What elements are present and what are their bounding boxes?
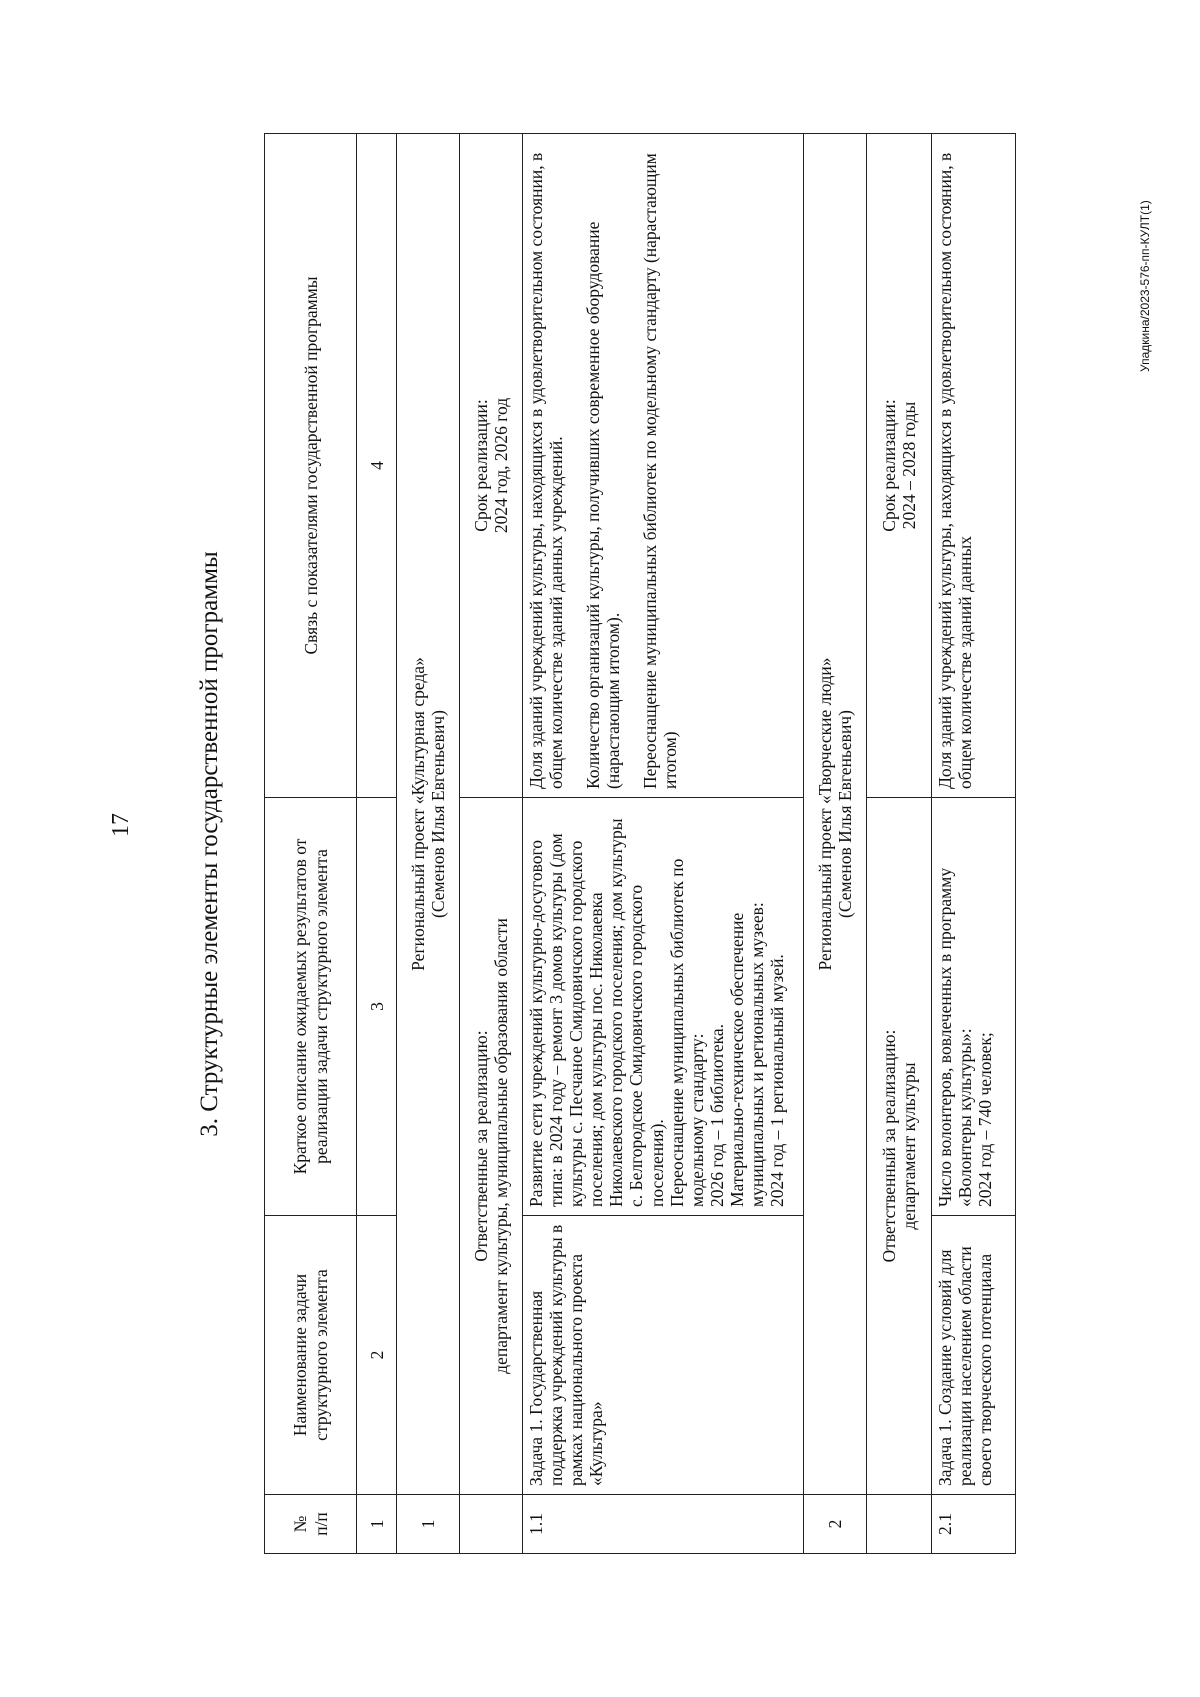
section-title: 3. Структурные элементы государственной программы (196, 551, 223, 1137)
project2-title-row (804, 134, 867, 1554)
task-2-1-row (932, 134, 1016, 1554)
task-2-1-indicators: Доля зданий учреждений культуры, находящихся в удовлетворительном состоянии, в общем количестве зданий данных (932, 134, 1016, 798)
structural-elements-table (264, 133, 1016, 1554)
header-number: № п/п (265, 1495, 357, 1554)
project1-term: Срок реализации: 2024 год, 2026 год (459, 134, 522, 798)
header-indicators: Связь с показателями государственной программы (265, 134, 357, 798)
table-header-row (265, 134, 357, 1554)
project1-responsible: Ответственные за реализацию: департамент культуры, муниципальные образования области (459, 798, 522, 1495)
task-2-1-number: 2.1 (932, 1495, 1016, 1554)
col-number-4: 4 (357, 134, 397, 798)
task-1-1-results: Развитие сети учреждений культурно-досугового типа: в 2024 году – ремонт 3 домов культуры (дом культуры с. Песчаное Смидовичского городского поселения; дом культуры пос. Николаевка Николаевского городского поселения; дом культуры с. Белгородское Смидовичского городского поселения). Переоснащение муниципальных библиотек по модельному стандарту: 2026 год – 1 библиотека. Материально-техническое обеспечение муниципальных и региональных музеев: 2024 год – 1 региональный музей. (522, 798, 804, 1216)
project1-empty-cell (459, 1495, 522, 1554)
col-number-1: 1 (357, 1495, 397, 1554)
project2-responsible-row (867, 134, 932, 1554)
project2-title: Региональный проект «Творческие люди» (Семенов Илья Евгеньевич) (804, 134, 867, 1495)
project1-responsible-row (459, 134, 522, 1554)
page-number: 17 (108, 813, 134, 837)
project2-term: Срок реализации: 2024 – 2028 годы (867, 134, 932, 798)
task-1-1-name: Задача 1. Государственная поддержка учреждений культуры в рамках национального проекта «Культура» (522, 1216, 804, 1495)
header-results: Краткое описание ожидаемых результатов от реализации задачи структурного элемента (265, 798, 357, 1216)
task-2-1-name: Задача 1. Создание условий для реализации населением области своего творческого потенциала (932, 1216, 1016, 1495)
task-1-1-indicator-1: Доля зданий учреждений культуры, находящихся в удовлетворительном состоянии, в общем количестве зданий данных учреждений. (525, 152, 566, 789)
col-number-2: 2 (357, 1216, 397, 1495)
project2-number: 2 (804, 1495, 867, 1554)
header-task-name: Наименование задачи структурного элемента (265, 1216, 357, 1495)
project1-title: Региональный проект «Культурная среда» (Семенов Илья Евгеньевич) (397, 134, 460, 1495)
project2-empty-cell (867, 1495, 932, 1554)
column-numbers-row (357, 134, 397, 1554)
project1-title-row (397, 134, 460, 1554)
task-1-1-number: 1.1 (522, 1495, 804, 1554)
task-1-1-indicator-3: Переоснащение муниципальных библиотек по модельному стандарту (нарастающим итогом) (640, 153, 681, 789)
task-1-1-indicator-2: Количество организаций культуры, получивших современное оборудование (нарастающим итогом). (583, 221, 624, 789)
task-2-1-results: Число волонтеров, вовлеченных в программу «Волонтеры культуры»: 2024 год – 740 человек; (932, 798, 1016, 1216)
document-code: Упадкина/2023-576-пп-КУЛТ(1) (1138, 200, 1152, 372)
col-number-3: 3 (357, 798, 397, 1216)
project2-responsible: Ответственный за реализацию: департамент культуры (867, 798, 932, 1495)
project1-number: 1 (397, 1495, 460, 1554)
task-1-1-row (522, 134, 804, 1554)
task-1-1-indicators (522, 134, 804, 798)
